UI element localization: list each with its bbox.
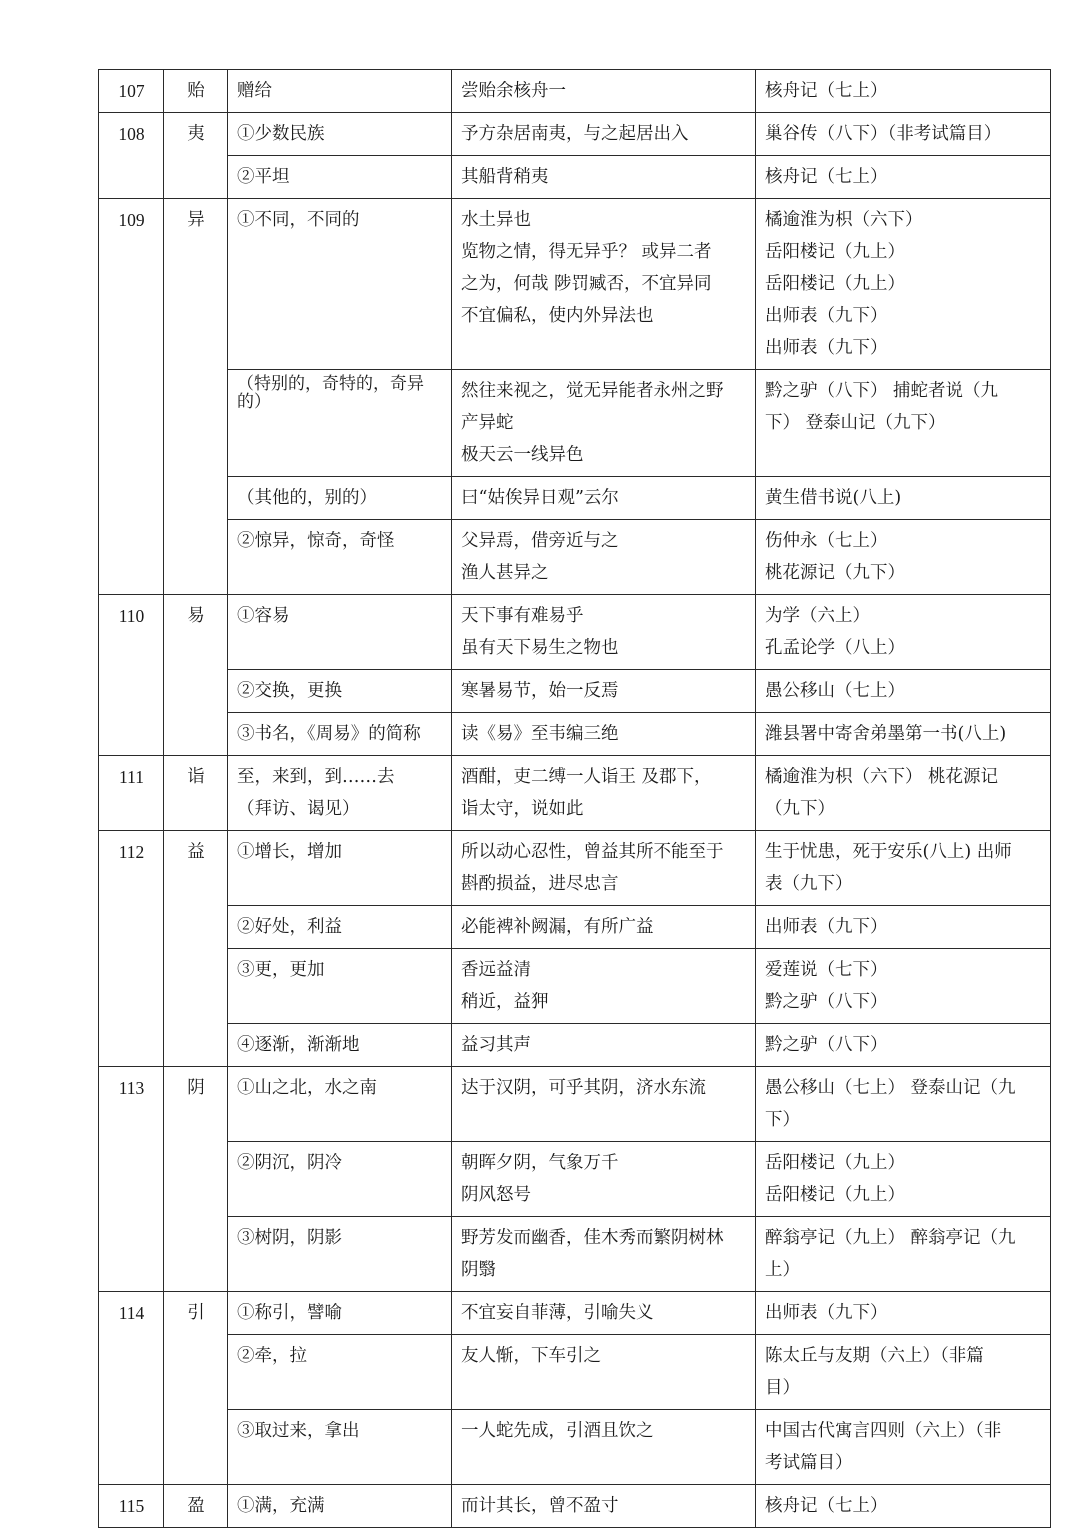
source-text: 核舟记（七上）	[765, 1496, 888, 1516]
source-text: 黄生借书说(八上)	[765, 488, 902, 508]
example-text: 极天云一线异色	[461, 445, 584, 465]
example-cell	[452, 756, 756, 831]
source-cell	[756, 1410, 1051, 1485]
source-text: 表（九下）	[765, 874, 853, 894]
meaning-cell	[228, 906, 452, 949]
entry-character: 引	[164, 1292, 228, 1485]
source-text: 伤仲永（七上）	[765, 531, 888, 551]
example-text: 然往来视之，觉无异能者永州之野	[461, 381, 724, 401]
meaning-cell	[228, 595, 452, 670]
table-row	[99, 1217, 1051, 1292]
example-text: 益习其声	[461, 1035, 531, 1055]
example-cell	[452, 831, 756, 906]
meaning-text: ①称引，譬喻	[237, 1303, 342, 1323]
example-cell	[452, 1142, 756, 1217]
example-text: 稍近，益狎	[461, 992, 549, 1012]
example-cell	[452, 70, 756, 113]
table-row	[99, 70, 1051, 113]
meaning-cell	[228, 113, 452, 156]
source-text: 岳阳楼记（九上）	[765, 242, 905, 262]
example-cell	[452, 1024, 756, 1067]
source-cell	[756, 831, 1051, 906]
source-cell	[756, 1024, 1051, 1067]
meaning-text: ④逐渐，渐渐地	[237, 1035, 360, 1055]
entry-number: 108	[99, 113, 164, 199]
entry-character: 阴	[164, 1067, 228, 1292]
source-cell	[756, 1485, 1051, 1528]
vocabulary-table	[98, 69, 1051, 1528]
source-cell	[756, 477, 1051, 520]
table-row	[99, 713, 1051, 756]
meaning-cell	[228, 199, 452, 370]
table-row	[99, 1292, 1051, 1335]
example-text: 所以动心忍性，曾益其所不能至于	[461, 842, 724, 862]
meaning-text: （特别的，奇特的，奇异的）	[237, 374, 424, 412]
example-text: 之为，何哉 陟罚臧否，不宜异同	[461, 274, 712, 294]
example-text: 一人蛇先成，引酒且饮之	[461, 1421, 654, 1441]
meaning-cell	[228, 70, 452, 113]
example-text: 尝贻余核舟一	[461, 81, 566, 101]
example-text: 朝晖夕阴，气象万千	[461, 1153, 619, 1173]
source-text: 黔之驴（八下）	[765, 992, 888, 1012]
example-cell	[452, 370, 756, 477]
table-row	[99, 370, 1051, 477]
example-cell	[452, 199, 756, 370]
example-cell	[452, 477, 756, 520]
table-row	[99, 595, 1051, 670]
entry-character: 易	[164, 595, 228, 756]
example-text: 野芳发而幽香，佳木秀而繁阴树林	[461, 1228, 724, 1248]
example-cell	[452, 520, 756, 595]
meaning-text: 赠给	[237, 81, 272, 101]
example-text: 友人惭，下车引之	[461, 1346, 601, 1366]
example-cell	[452, 713, 756, 756]
entry-number: 109	[99, 199, 164, 595]
entry-number: 113	[99, 1067, 164, 1292]
source-text: 黔之驴（八下）	[765, 1035, 888, 1055]
meaning-cell	[228, 1292, 452, 1335]
entry-number: 112	[99, 831, 164, 1067]
meaning-cell	[228, 713, 452, 756]
entry-number: 110	[99, 595, 164, 756]
source-text: 下） 登泰山记（九下）	[765, 413, 946, 433]
source-cell	[756, 713, 1051, 756]
example-text: 不宜偏私，使内外异法也	[461, 306, 654, 326]
meaning-text: （拜访、谒见）	[237, 799, 360, 819]
example-text: 阴风怒号	[461, 1185, 531, 1205]
source-cell	[756, 670, 1051, 713]
entry-character: 夷	[164, 113, 228, 199]
meaning-cell	[228, 520, 452, 595]
source-cell	[756, 1335, 1051, 1410]
example-text: 必能裨补阙漏，有所广益	[461, 917, 654, 937]
meaning-text: ①容易	[237, 606, 290, 626]
example-cell	[452, 1485, 756, 1528]
source-text: 潍县署中寄舍弟墨第一书(八上)	[765, 724, 1007, 744]
entry-number: 111	[99, 756, 164, 831]
source-cell	[756, 1217, 1051, 1292]
meaning-text: ②交换，更换	[237, 681, 342, 701]
source-cell	[756, 595, 1051, 670]
source-cell	[756, 520, 1051, 595]
meaning-text: ③取过来，拿出	[237, 1421, 360, 1441]
example-text: 父异焉，借旁近与之	[461, 531, 619, 551]
example-text: 产异蛇	[461, 413, 514, 433]
entry-character: 益	[164, 831, 228, 1067]
source-text: 下）	[765, 1110, 800, 1130]
meaning-cell	[228, 1485, 452, 1528]
source-text: 出师表（九下）	[765, 1303, 888, 1323]
example-cell	[452, 1335, 756, 1410]
table-row	[99, 1024, 1051, 1067]
entry-character: 贻	[164, 70, 228, 113]
source-cell	[756, 1067, 1051, 1142]
source-cell	[756, 949, 1051, 1024]
example-cell	[452, 949, 756, 1024]
example-text: 不宜妄自菲薄，引喻失义	[461, 1303, 654, 1323]
meaning-text: ①增长，增加	[237, 842, 342, 862]
meaning-cell	[228, 1410, 452, 1485]
meaning-text: ③更，更加	[237, 960, 325, 980]
example-text: 渔人甚异之	[461, 563, 549, 583]
source-text: 出师表（九下）	[765, 338, 888, 358]
example-text: 阴翳	[461, 1260, 496, 1280]
table-row	[99, 949, 1051, 1024]
table-row	[99, 477, 1051, 520]
source-cell	[756, 756, 1051, 831]
source-text: 上）	[765, 1260, 800, 1280]
source-text: 橘逾淮为枳（六下） 桃花源记	[765, 767, 999, 787]
table-row	[99, 906, 1051, 949]
source-text: 岳阳楼记（九上）	[765, 274, 905, 294]
source-text: 孔孟论学（八上）	[765, 638, 905, 658]
meaning-cell	[228, 1067, 452, 1142]
source-cell	[756, 370, 1051, 477]
example-text: 虽有天下易生之物也	[461, 638, 619, 658]
meaning-cell	[228, 831, 452, 906]
meaning-cell	[228, 949, 452, 1024]
example-cell	[452, 113, 756, 156]
source-text: 醉翁亭记（九上） 醉翁亭记（九	[765, 1228, 1016, 1248]
source-text: 爱莲说（七下）	[765, 960, 888, 980]
meaning-text: ①不同，不同的	[237, 210, 360, 230]
source-text: 中国古代寓言四则（六上）（非	[765, 1421, 1002, 1441]
meaning-text: ①满，充满	[237, 1496, 325, 1516]
meaning-text: ②阴沉，阴冷	[237, 1153, 342, 1173]
source-text: 岳阳楼记（九上）	[765, 1185, 905, 1205]
example-text: 览物之情，得无异乎？ 或异二者	[461, 242, 712, 262]
meaning-cell	[228, 756, 452, 831]
meaning-text: ③树阴，阴影	[237, 1228, 342, 1248]
example-text: 斟酌损益，进尽忠言	[461, 874, 619, 894]
entry-character: 异	[164, 199, 228, 595]
meaning-text: ②好处，利益	[237, 917, 342, 937]
meaning-text: ①少数民族	[237, 124, 325, 144]
source-cell	[756, 1142, 1051, 1217]
source-cell	[756, 156, 1051, 199]
source-text: 陈太丘与友期（六上）（非篇	[765, 1346, 984, 1366]
entry-character: 诣	[164, 756, 228, 831]
example-cell	[452, 595, 756, 670]
example-text: 香远益清	[461, 960, 531, 980]
example-text: 寒暑易节，始一反焉	[461, 681, 619, 701]
example-cell	[452, 1067, 756, 1142]
source-text: 核舟记（七上）	[765, 167, 888, 187]
source-text: 橘逾淮为枳（六下）	[765, 210, 923, 230]
meaning-cell	[228, 1217, 452, 1292]
meaning-cell	[228, 1024, 452, 1067]
entry-number: 114	[99, 1292, 164, 1485]
example-cell	[452, 1217, 756, 1292]
table-row	[99, 1067, 1051, 1142]
meaning-cell	[228, 670, 452, 713]
table-row	[99, 670, 1051, 713]
meaning-text: （其他的，别的）	[237, 488, 377, 508]
example-text: 达于汉阴，可乎其阴，济水东流	[461, 1078, 706, 1098]
example-text: 水土异也	[461, 210, 531, 230]
table-row	[99, 199, 1051, 370]
table-row	[99, 756, 1051, 831]
vocabulary-page	[98, 69, 1050, 1528]
example-text: 天下事有难易乎	[461, 606, 584, 626]
table-row	[99, 113, 1051, 156]
source-text: 桃花源记（九下）	[765, 563, 905, 583]
source-cell	[756, 199, 1051, 370]
table-row	[99, 1335, 1051, 1410]
table-row	[99, 1142, 1051, 1217]
source-text: （九下）	[765, 799, 835, 819]
source-cell	[756, 1292, 1051, 1335]
meaning-cell	[228, 370, 452, 477]
meaning-text: ①山之北，水之南	[237, 1078, 377, 1098]
entry-number: 115	[99, 1485, 164, 1528]
source-cell	[756, 906, 1051, 949]
source-text: 考试篇目）	[765, 1453, 853, 1473]
source-text: 愚公移山（七上）	[765, 681, 905, 701]
table-row	[99, 1485, 1051, 1528]
example-text: 其船背稍夷	[461, 167, 549, 187]
table-row	[99, 831, 1051, 906]
vocabulary-table-body	[99, 70, 1051, 1528]
meaning-cell	[228, 477, 452, 520]
table-row	[99, 1410, 1051, 1485]
example-text: 而计其长，曾不盈寸	[461, 1496, 619, 1516]
example-cell	[452, 156, 756, 199]
source-text: 巢谷传（八下）（非考试篇目）	[765, 124, 1002, 144]
entry-number: 107	[99, 70, 164, 113]
table-row	[99, 520, 1051, 595]
meaning-text: ②惊异，惊奇，奇怪	[237, 531, 395, 551]
example-cell	[452, 1410, 756, 1485]
source-text: 岳阳楼记（九上）	[765, 1153, 905, 1173]
example-cell	[452, 1292, 756, 1335]
example-cell	[452, 906, 756, 949]
source-text: 核舟记（七上）	[765, 81, 888, 101]
source-cell	[756, 70, 1051, 113]
table-row	[99, 156, 1051, 199]
example-text: 读《易》至韦编三绝	[461, 724, 619, 744]
meaning-text: ②牵，拉	[237, 1346, 307, 1366]
meaning-cell	[228, 1142, 452, 1217]
source-text: 出师表（九下）	[765, 306, 888, 326]
entry-character: 盈	[164, 1485, 228, 1528]
meaning-text: 至，来到，到……去	[237, 767, 395, 787]
example-text: 诣太守，说如此	[461, 799, 584, 819]
example-cell	[452, 670, 756, 713]
source-text: 为学（六上）	[765, 606, 870, 626]
meaning-text: ②平坦	[237, 167, 290, 187]
example-text: 酒酣，吏二缚一人诣王 及郡下，	[461, 767, 712, 787]
source-cell	[756, 113, 1051, 156]
meaning-cell	[228, 156, 452, 199]
source-text: 目）	[765, 1378, 800, 1398]
source-text: 出师表（九下）	[765, 917, 888, 937]
meaning-text: ③书名，《周易》的简称	[237, 724, 421, 744]
example-text: 予方杂居南夷，与之起居出入	[461, 124, 689, 144]
source-text: 黔之驴（八下） 捕蛇者说（九	[765, 381, 999, 401]
example-text: 曰“姑俟异日观”云尔	[461, 488, 619, 508]
meaning-cell	[228, 1335, 452, 1410]
source-text: 愚公移山（七上） 登泰山记（九	[765, 1078, 1016, 1098]
source-text: 生于忧患，死于安乐(八上) 出师	[765, 842, 1012, 862]
